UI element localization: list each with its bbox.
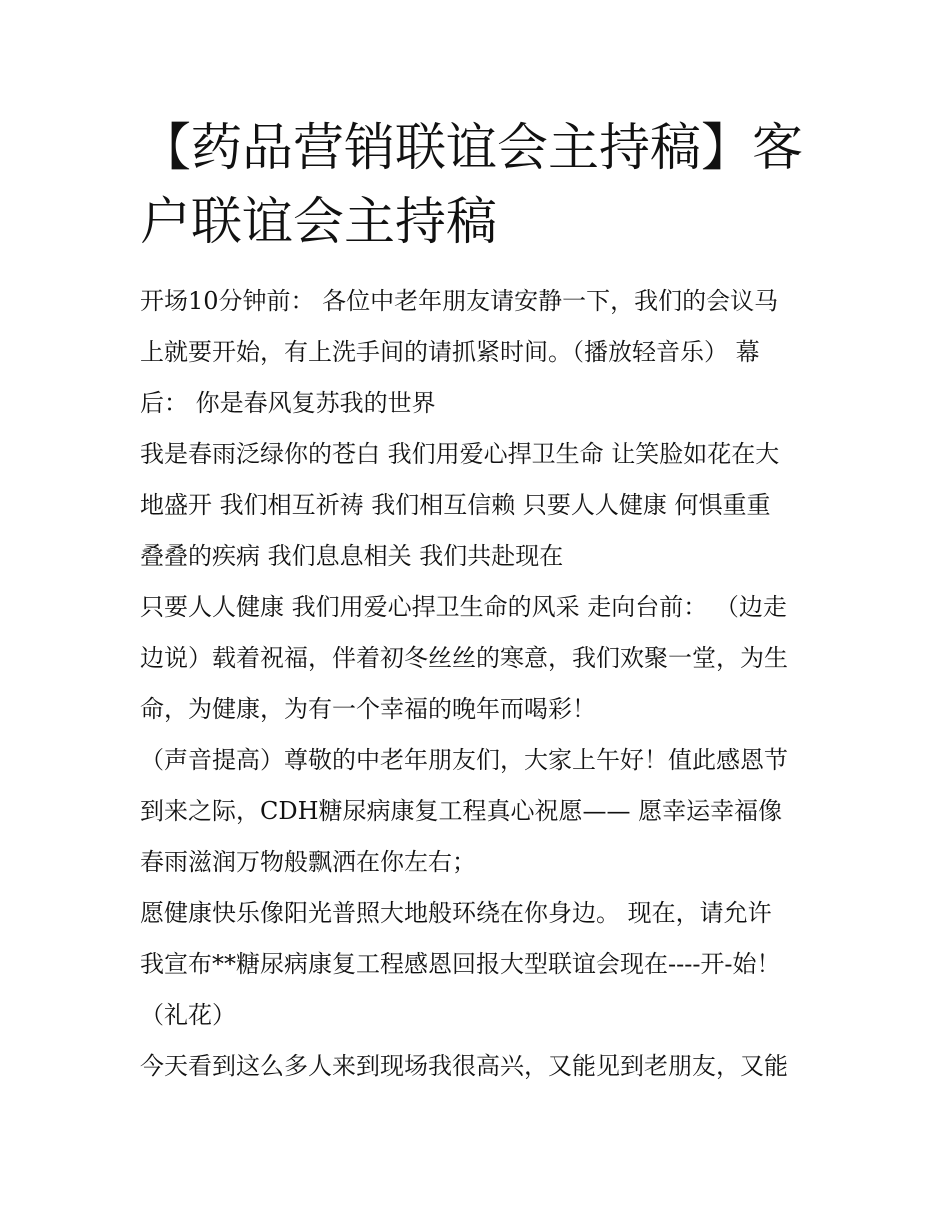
body-line: （声音提高）尊敬的中老年朋友们，大家上午好！值此感恩节 [140,746,788,774]
body-line: 叠叠的疾病 我们息息相关 我们共赴现在 [140,542,564,570]
body-line: 后： 你是春风复苏我的世界 [140,389,436,417]
title-line: 户联谊会主持稿 [140,193,498,252]
body-line: 到来之际，CDH糖尿病康复工程真心祝愿—— 愿幸运幸福像 [140,797,783,825]
body-line: 今天看到这么多人来到现场我很高兴，又能见到老朋友，又能 [140,1052,788,1080]
body-line: 我宣布**糖尿病康复工程感恩回报大型联谊会现在----开-始！ [140,950,781,978]
document-title [140,112,820,260]
document-body [140,276,820,1092]
body-line: 上就要开始，有上洗手间的请抓紧时间。（播放轻音乐） 幕 [140,338,760,366]
body-line: （礼花） [140,1001,236,1029]
body-line: 命，为健康，为有一个幸福的晚年而喝彩！ [140,695,596,723]
body-line: 开场10分钟前： 各位中老年朋友请安静一下，我们的会议马 [140,287,779,315]
body-line: 地盛开 我们相互祈祷 我们相互信赖 只要人人健康 何惧重重 [140,491,771,519]
body-line: 我是春雨泛绿你的苍白 我们用爱心捍卫生命 让笑脸如花在大 [140,440,780,468]
title-line: 【药品营销联谊会主持稿】客 [140,119,804,178]
body-line: 只要人人健康 我们用爱心捍卫生命的风采 走向台前： （边走 [140,593,787,621]
body-line: 愿健康快乐像阳光普照大地般环绕在你身边。 现在，请允许 [140,899,772,927]
body-line: 边说）载着祝福，伴着初冬丝丝的寒意，我们欢聚一堂，为生 [140,644,788,672]
body-line: 春雨滋润万物般飘洒在你左右； [140,848,476,876]
